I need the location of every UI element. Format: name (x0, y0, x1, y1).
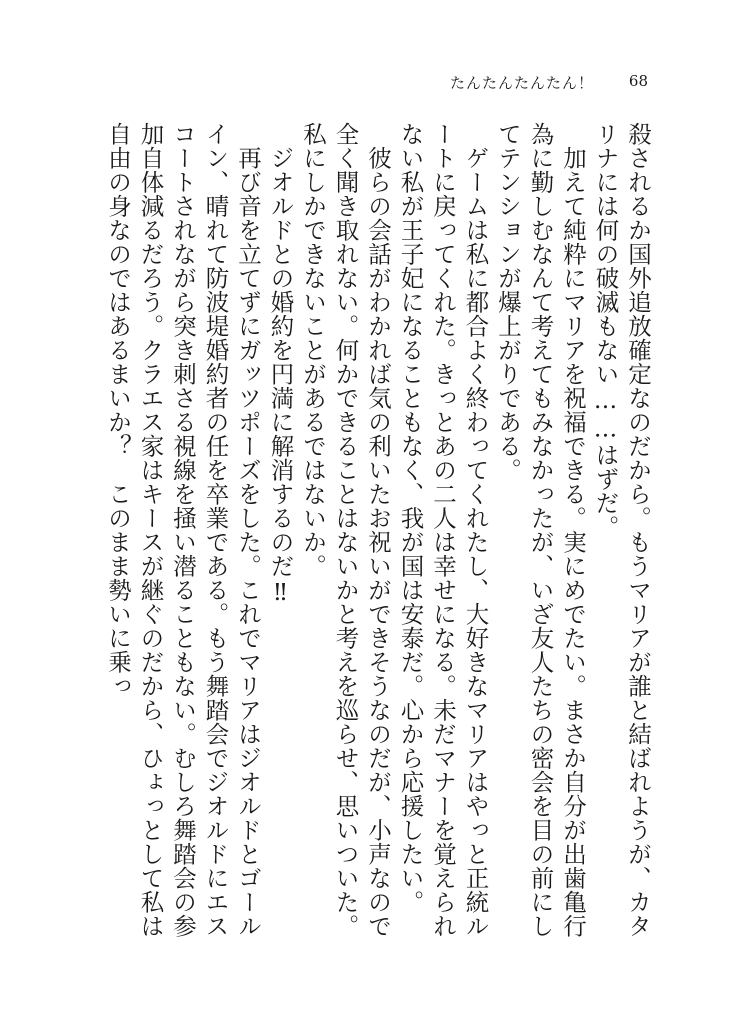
paragraph: 殺されるか国外追放確定なのだから。もうマリアが誰と結ばれようが、カタリナには何の破滅もない……はずだ。 (591, 122, 652, 938)
paragraph: 再び音を立てずにガッツポーズをした。これでマリアはジオルドとゴールイン、晴れて防波堤婚約者の任を卒業である。もう舞踏会でジオルドにエスコートされながら突き刺さる視線を掻い潜ることもない。むしろ舞踏会の参加自体減るだろう。クラエス家はキースが継ぐのだから、ひょっとして私は自由の身なのではあるまいか？ このまま勢いに乗っ (104, 122, 262, 938)
paragraph: 加えて純粋にマリアを祝福できる。実にめでたい。まさか自分が出歯亀行為に勤しむなんて考えてもみなかったが、いざ友人たちの密会を目の前にしてテンションが爆上がりである。 (494, 122, 587, 938)
page-number: 68 (628, 72, 648, 90)
paragraph: 彼らの会話がわかれば気の利いたお祝いができそうなのだが、小声なので全く聞き取れない。何かできることはないかと考えを巡らせ、思いついた。私にしかできないことがあるではないか。 (299, 122, 392, 938)
body-text (104, 122, 654, 942)
running-title: たんたんたんたん！ (449, 74, 594, 92)
page-header (0, 72, 744, 96)
paragraph: ゲームは私に都合よく終わってくれたし、大好きなマリアはやっと正統ルートに戻ってくれた。きっとあの二人は幸せになる。未だマナーを覚えられない私が王子妃になることもなく、我が国は安泰だ。心から応援したい。 (396, 122, 490, 938)
paragraph: ジオルドとの婚約を円満に解消するのだ‼ (266, 122, 295, 607)
